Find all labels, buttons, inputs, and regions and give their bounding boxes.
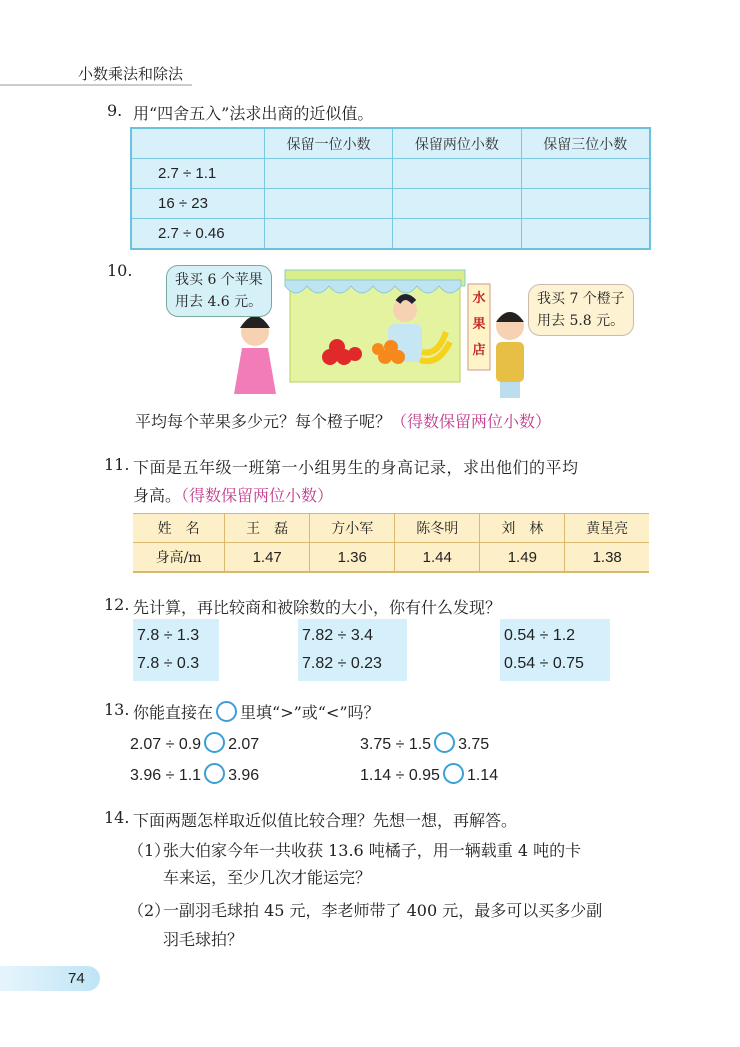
expression: 2.7 ÷ 0.46 xyxy=(131,219,265,250)
header-cell: 陈冬明 xyxy=(395,514,480,543)
expression-group xyxy=(500,619,610,681)
q10-question-text: 平均每个苹果多少元？每个橙子呢？ xyxy=(135,412,392,431)
expression: 16 ÷ 23 xyxy=(131,189,265,219)
value-cell: 1.38 xyxy=(565,543,649,573)
table-header-row xyxy=(133,514,649,543)
answer-cell[interactable] xyxy=(393,219,521,250)
q14-p2-label: （2） xyxy=(128,901,171,920)
bubble-line: 我买 6 个苹果 xyxy=(175,272,263,288)
compare-circle[interactable] xyxy=(204,763,225,784)
answer-cell[interactable] xyxy=(265,189,393,219)
compare-circle[interactable] xyxy=(434,732,455,753)
expression: 7.8 ÷ 0.3 xyxy=(137,655,200,672)
answer-cell[interactable] xyxy=(521,189,650,219)
table-row xyxy=(131,219,650,250)
row-label: 身高/m xyxy=(133,543,225,573)
q12-number: 12. xyxy=(104,595,130,614)
compare-item xyxy=(360,732,489,754)
header-divider xyxy=(0,84,192,86)
q14-text: 下面两题怎样取近似值比较合理？先想一想，再解答。 xyxy=(133,811,518,830)
page-number: 74 xyxy=(0,966,100,991)
boy-figure xyxy=(496,312,524,398)
expression: 0.54 ÷ 0.75 xyxy=(504,655,584,672)
q13-number: 13. xyxy=(104,700,130,719)
table-row xyxy=(131,189,650,219)
expression-group xyxy=(133,619,219,681)
q11-text-line2: 身高。 xyxy=(133,486,182,505)
compare-left: 3.75 ÷ 1.5 xyxy=(360,736,432,753)
expression: 7.82 ÷ 0.23 xyxy=(302,655,382,672)
circle-blank-icon xyxy=(216,701,237,722)
expression: 7.82 ÷ 3.4 xyxy=(302,627,374,644)
q10-note: （得数保留两位小数） xyxy=(391,412,552,431)
q14-p1-line2: 车来运，至少几次才能运完？ xyxy=(163,868,372,887)
answer-cell[interactable] xyxy=(393,159,521,189)
compare-circle[interactable] xyxy=(204,732,225,753)
col-header xyxy=(131,128,265,159)
col-header: 保留一位小数 xyxy=(265,128,393,159)
col-header: 保留两位小数 xyxy=(393,128,521,159)
answer-cell[interactable] xyxy=(521,159,650,189)
compare-left: 1.14 ÷ 0.95 xyxy=(360,767,440,784)
q11-note: （得数保留两位小数） xyxy=(181,486,334,505)
q13-text xyxy=(133,700,380,723)
compare-right: 3.96 xyxy=(228,767,260,784)
q13-text-before: 你能直接在 xyxy=(133,703,214,722)
col-header: 保留三位小数 xyxy=(521,128,650,159)
q9-number: 9. xyxy=(107,101,123,120)
q9-table xyxy=(130,127,651,250)
header-cell: 黄星亮 xyxy=(565,514,649,543)
q11-number: 11. xyxy=(104,455,130,474)
compare-left: 3.96 ÷ 1.1 xyxy=(130,767,202,784)
compare-item xyxy=(130,732,259,754)
header-cell: 王 磊 xyxy=(225,514,310,543)
compare-item xyxy=(360,763,498,785)
table-row xyxy=(133,543,649,573)
girl-figure xyxy=(234,316,276,394)
q14-p2-line2: 羽毛球拍？ xyxy=(163,930,244,949)
q13-text-after: 里填“>”或“<”吗？ xyxy=(240,703,380,722)
answer-cell[interactable] xyxy=(265,219,393,250)
expression: 2.7 ÷ 1.1 xyxy=(131,159,265,189)
compare-right: 3.75 xyxy=(458,736,490,753)
q14-p2-line1: 一副羽毛球拍 45 元，李老师带了 400 元，最多可以买多少副 xyxy=(163,901,603,920)
q14-p1-label: （1） xyxy=(128,841,171,860)
q10-number: 10. xyxy=(107,261,133,280)
header-cell: 刘 林 xyxy=(480,514,565,543)
expression: 0.54 ÷ 1.2 xyxy=(504,627,576,644)
bubble-line: 用去 5.8 元。 xyxy=(537,313,625,329)
bubble-line: 我买 7 个橙子 xyxy=(537,291,625,307)
answer-cell[interactable] xyxy=(521,219,650,250)
chapter-title: 小数乘法和除法 xyxy=(78,65,184,83)
q12-text: 先计算，再比较商和被除数的大小，你有什么发现？ xyxy=(133,598,502,617)
value-cell: 1.36 xyxy=(310,543,395,573)
value-cell: 1.49 xyxy=(480,543,565,573)
value-cell: 1.44 xyxy=(395,543,480,573)
q11-text: 下面是五年级一班第一小组男生的身高记录，求出他们的平均 xyxy=(133,458,579,477)
compare-right: 1.14 xyxy=(466,767,499,784)
compare-right: 2.07 xyxy=(228,736,260,753)
shop-sign-text: 水果店 xyxy=(472,291,486,358)
answer-cell[interactable] xyxy=(393,189,521,219)
q10-question xyxy=(135,409,551,432)
table-row xyxy=(131,159,650,189)
answer-cell[interactable] xyxy=(265,159,393,189)
girl-speech-bubble xyxy=(166,265,272,317)
height-table xyxy=(133,513,649,573)
q14-number: 14. xyxy=(104,808,130,827)
compare-circle[interactable] xyxy=(443,763,464,784)
header-cell: 姓 名 xyxy=(133,514,225,543)
q9-text: 用“四舍五入”法求出商的近似值。 xyxy=(133,104,374,123)
compare-left: 2.07 ÷ 0.9 xyxy=(130,736,202,753)
expression-group xyxy=(298,619,407,681)
value-cell: 1.47 xyxy=(225,543,310,573)
q11-text-2 xyxy=(133,483,333,506)
header-cell: 方小军 xyxy=(310,514,395,543)
boy-speech-bubble xyxy=(528,284,634,336)
bubble-line: 用去 4.6 元。 xyxy=(175,294,263,310)
expression: 7.8 ÷ 1.3 xyxy=(137,627,200,644)
compare-item xyxy=(130,763,259,785)
q14-p1-line1: 张大伯家今年一共收获 13.6 吨橘子，用一辆载重 4 吨的卡 xyxy=(163,841,582,860)
